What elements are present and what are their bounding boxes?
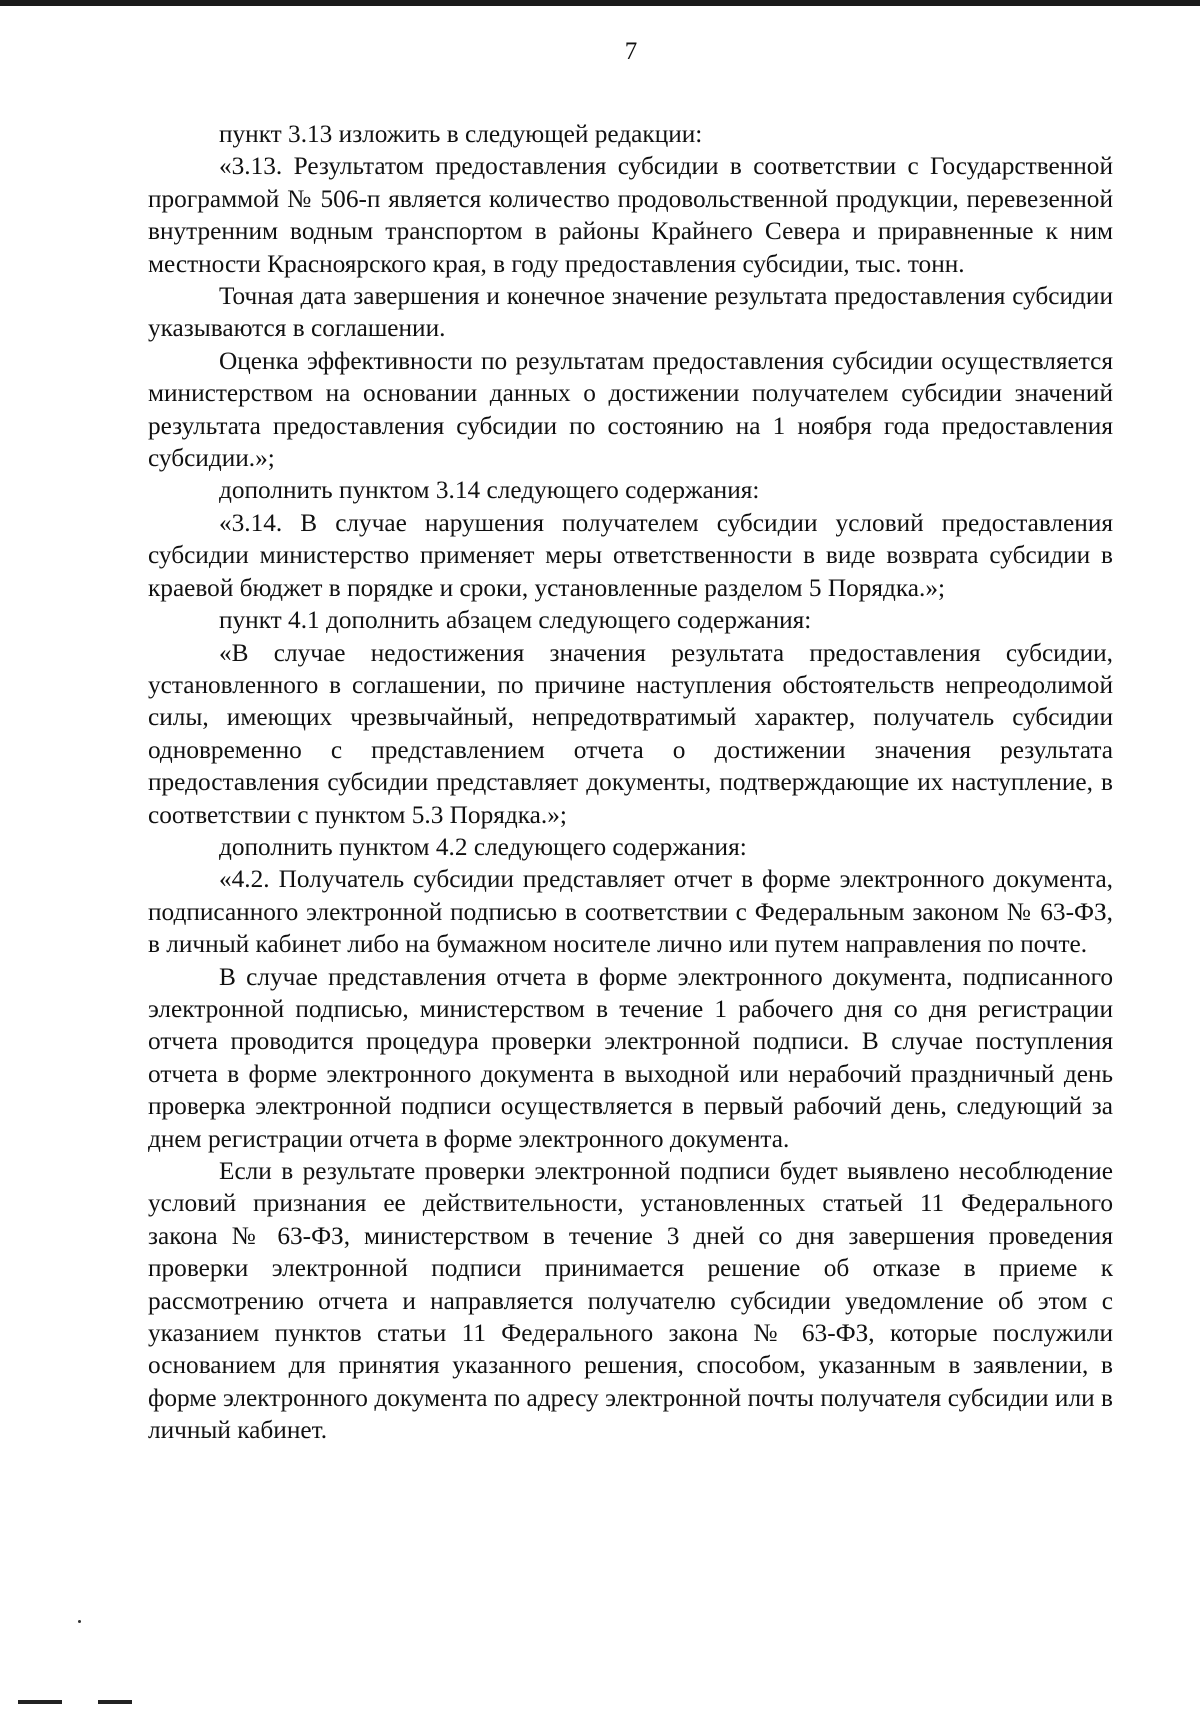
paragraph: «3.13. Результатом предоставления субсидии в соответствии с Государственной программой № 506-п является количество продовольственной продукции, перевезенной внутренним водным транспортом в районы Крайнего Севера и приравненные к ним местности Красноярского края, в году предоставления субсидии, тыс. тонн. xyxy=(148,152,1113,278)
paragraph: Точная дата завершения и конечное значение результата предоставления субсидии указываются в соглашении. xyxy=(148,282,1113,343)
page-number: 7 xyxy=(624,38,638,65)
paragraph: В случае представления отчета в форме электронного документа, подписанного электронной подписью, министерством в течение 1 рабочего дня со дня регистрации отчета проводится процедура проверки электронной подписи. В случае поступления отчета в форме электронного документа в выходной или нерабочий праздничный день проверка электронной подписи осуществляется в первый рабочий день, следующий за днем регистрации отчета в форме электронного документа. xyxy=(148,962,1113,1153)
paragraph: Оценка эффективности по результатам предоставления субсидии осуществляется министерством на основании данных о достижении получателем субсидии значений результата предоставления субсидии по состоянию на 1 ноября года предоставления субсидии.»; xyxy=(148,346,1113,473)
paragraph: пункт 4.1 дополнить абзацем следующего содержания: xyxy=(219,606,812,635)
document-body xyxy=(148,118,1113,1447)
paragraph: Если в результате проверки электронной подписи будет выявлено несоблюдение условий признания ее действительности, установленных статьей 11 Федерального закона № 63-ФЗ, министерством в течение 3 дней со дня завершения проведения проверки электронной подписи принимается решение об отказе в приеме к рассмотрению отчета и направляется получателю субсидии уведомление об этом с указанием пунктов статьи 11 Федерального закона № 63-ФЗ, которые послужили основанием для принятия указанного решения, способом, указанным в заявлении, в форме электронного документа по адресу электронной почты получателя субсидии или в личный кабинет. xyxy=(148,1157,1113,1445)
paragraph: дополнить пунктом 4.2 следующего содержания: xyxy=(219,832,747,861)
scan-bottom-mark xyxy=(18,1700,62,1704)
scan-speck xyxy=(78,1620,81,1623)
paragraph: «3.14. В случае нарушения получателем субсидии условий предоставления субсидии министерство применяет меры ответственности в виде возврата субсидии в краевой бюджет в порядке и сроки, установленные разделом 5 Порядка.»; xyxy=(148,508,1113,602)
scan-bottom-mark xyxy=(98,1700,132,1704)
paragraph: «В случае недостижения значения результата предоставления субсидии, установленного в соглашении, по причине наступления обстоятельств непреодолимой силы, имеющих чрезвычайный, непредотвратимый характер, получатель субсидии одновременно с представлением отчета о достижении значения результата предоставления субсидии представляет документы, подтверждающие их наступление, в соответствии с пунктом 5.3 Порядка.»; xyxy=(148,638,1113,829)
paragraph: пункт 3.13 изложить в следующей редакции: xyxy=(219,120,703,148)
paragraph: «4.2. Получатель субсидии представляет отчет в форме электронного документа, подписанного электронной подписью в соответствии с Федеральным законом № 63-ФЗ, в личный кабинет либо на бумажном носителе лично или путем направления по почте. xyxy=(148,865,1113,959)
paragraph: дополнить пунктом 3.14 следующего содержания: xyxy=(219,476,760,505)
scan-top-border xyxy=(0,0,1200,6)
